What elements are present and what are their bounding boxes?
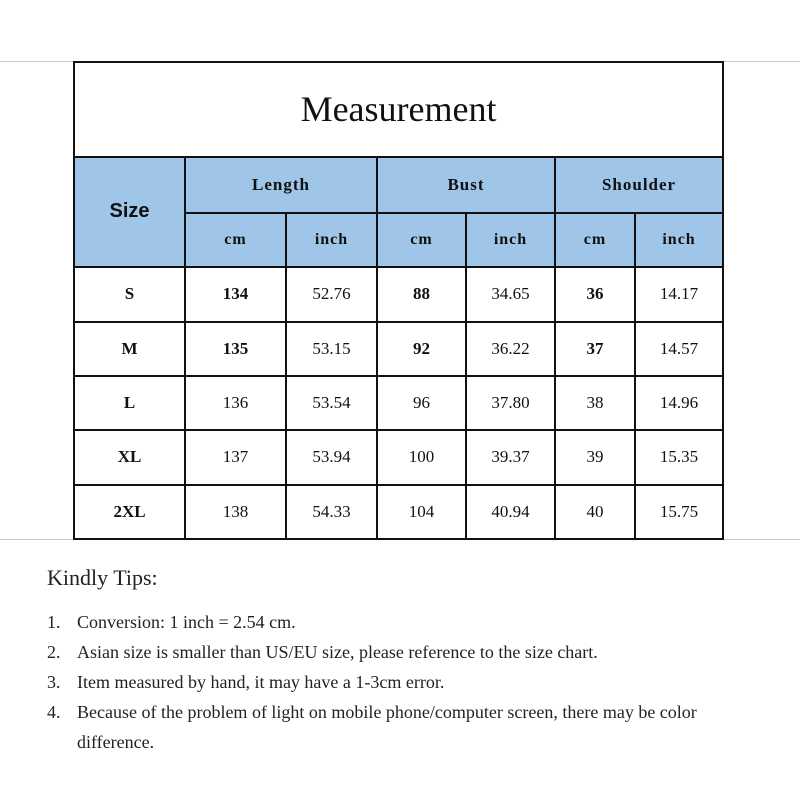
tip-number: 2. (47, 642, 61, 662)
tip-item (47, 667, 767, 697)
measurement-cell: 40 (555, 485, 635, 539)
measurement-cell: 38 (555, 376, 635, 430)
measurement-cell: 134 (185, 267, 286, 321)
table-row (74, 485, 723, 539)
bust-group-header: Bust (377, 157, 555, 213)
measurement-cell: 14.57 (635, 322, 723, 376)
table-row (74, 322, 723, 376)
tip-text: Asian size is smaller than US/EU size, please reference to the size chart. (77, 642, 598, 662)
tip-number: 3. (47, 672, 61, 692)
table-row (74, 267, 723, 321)
tip-text: Item measured by hand, it may have a 1-3cm error. (77, 672, 445, 692)
measurement-cell: 37 (555, 322, 635, 376)
tips-title: Kindly Tips: (47, 565, 158, 590)
measurement-cell: 92 (377, 322, 466, 376)
measurement-cell: 37.80 (466, 376, 555, 430)
measurement-cell: 15.75 (635, 485, 723, 539)
measurement-cell: 39.37 (466, 430, 555, 484)
size-cell: L (74, 376, 185, 430)
measurement-cell: 100 (377, 430, 466, 484)
measurement-cell: 104 (377, 485, 466, 539)
table-row (74, 376, 723, 430)
measurement-cell: 15.35 (635, 430, 723, 484)
tip-text: Conversion: 1 inch = 2.54 cm. (77, 612, 296, 632)
unit-header: cm (555, 213, 635, 267)
measurement-cell: 34.65 (466, 267, 555, 321)
measurement-cell: 138 (185, 485, 286, 539)
measurement-cell: 36 (555, 267, 635, 321)
table-title: Measurement (74, 62, 723, 157)
size-cell: S (74, 267, 185, 321)
unit-header: inch (635, 213, 723, 267)
measurement-cell: 137 (185, 430, 286, 484)
unit-header: inch (466, 213, 555, 267)
measurement-cell: 39 (555, 430, 635, 484)
measurement-cell: 88 (377, 267, 466, 321)
unit-header: cm (377, 213, 466, 267)
size-chart-table (73, 61, 724, 540)
measurement-cell: 135 (185, 322, 286, 376)
shoulder-group-header: Shoulder (555, 157, 723, 213)
tip-item (47, 607, 767, 637)
measurement-cell: 136 (185, 376, 286, 430)
measurement-cell: 40.94 (466, 485, 555, 539)
measurement-cell: 36.22 (466, 322, 555, 376)
size-cell: XL (74, 430, 185, 484)
length-group-header: Length (185, 157, 377, 213)
tip-item (47, 637, 767, 667)
tip-item (47, 697, 767, 757)
tip-number: 4. (47, 702, 61, 722)
measurement-cell: 53.94 (286, 430, 377, 484)
measurement-cell: 14.17 (635, 267, 723, 321)
measurement-cell: 53.15 (286, 322, 377, 376)
measurement-cell: 54.33 (286, 485, 377, 539)
tips-list (47, 607, 767, 757)
unit-header: cm (185, 213, 286, 267)
measurement-cell: 14.96 (635, 376, 723, 430)
measurement-cell: 96 (377, 376, 466, 430)
unit-header: inch (286, 213, 377, 267)
tip-number: 1. (47, 612, 61, 632)
measurement-cell: 52.76 (286, 267, 377, 321)
kindly-tips (47, 563, 767, 757)
table-body (74, 267, 723, 539)
size-cell: 2XL (74, 485, 185, 539)
tip-text: Because of the problem of light on mobile phone/computer screen, there may be color difference. (77, 702, 697, 752)
size-cell: M (74, 322, 185, 376)
size-column-header: Size (74, 157, 185, 268)
table-row (74, 430, 723, 484)
measurement-cell: 53.54 (286, 376, 377, 430)
